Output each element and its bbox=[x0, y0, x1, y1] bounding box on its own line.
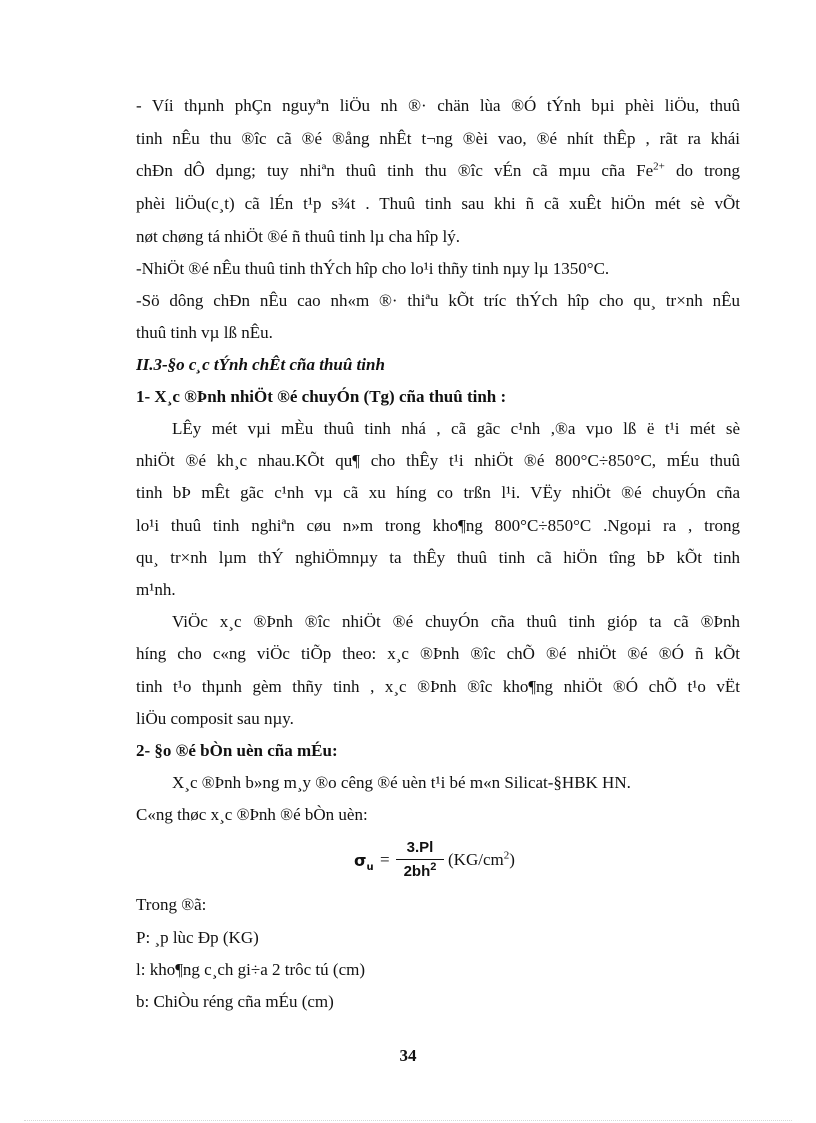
subsection-heading: 1- X¸c ®Þnh nhiÖt ®é chuyÓn (Tg) cña thuû tinh : bbox=[136, 387, 507, 406]
subsection-heading: 2- §o ®é bÒn uèn cña mÉu: bbox=[136, 741, 338, 760]
unit-exponent: 2 bbox=[503, 849, 510, 862]
text-line: m¹nh. bbox=[136, 580, 176, 599]
text-line: liÖu composit sau nµy. bbox=[136, 709, 294, 728]
page-number: 34 bbox=[399, 1046, 417, 1065]
text-line: LÊy mét vµi mÈu thuû tinh nhá , cã gãc c¹nh ,®a vµo lß ë t¹i mét sè bbox=[172, 419, 740, 438]
unit-label bbox=[448, 850, 515, 870]
bending-strength-formula bbox=[352, 838, 612, 888]
text-line: - Víi thµnh phÇn nguyªn liÖu nh ®· chän lùa ®Ó tÝnh bµi phèi liÖu, thuû bbox=[136, 96, 740, 115]
numerator: 3.Pl bbox=[406, 839, 434, 856]
denominator bbox=[396, 862, 444, 882]
text-span: chÐn dÔ dµng; tuy nhiªn thuû tinh thu ®îc vÉn cã mµu cña Fe bbox=[136, 161, 654, 180]
sigma-char: σ bbox=[354, 851, 367, 870]
text-line: Trong ®ã: bbox=[136, 895, 207, 914]
text-span: do trong bbox=[664, 161, 740, 180]
text-line: -Sö dông chÐn nÊu cao nh«m ®· thiªu kÕt tríc thÝch hîp cho qu¸ tr×nh nÊu bbox=[136, 291, 740, 310]
text-line: X¸c ®Þnh b»ng m¸y ®o cêng ®é uèn t¹i bé m«n Silicat-§HBK HN. bbox=[172, 773, 631, 792]
text-line: -NhiÖt ®é nÊu thuû tinh thÝch hîp cho lo¹i thñy tinh nµy lµ 1350°C. bbox=[136, 259, 610, 278]
text-line: l: kho¶ng c¸ch gi÷a 2 trôc tú (cm) bbox=[136, 960, 365, 979]
text-line: nhiÖt ®é kh¸c nhau.KÕt qu¶ cho thÊy t¹i nhiÖt ®é 800°C÷850°C, mÉu thuû bbox=[136, 451, 740, 470]
superscript: 2+ bbox=[653, 160, 665, 173]
text-line: tinh bÞ mÊt gãc c¹nh vµ cã xu híng co trßn l¹i. VËy nhiÖt ®é chuyÓn cña bbox=[136, 483, 740, 502]
unit-close: ) bbox=[509, 850, 515, 869]
text-line: tinh t¹o thµnh gèm thñy tinh , x¸c ®Þnh ®îc kho¶ng nhiÖt ®Ó chÕ t¹o vËt bbox=[136, 677, 740, 696]
unit-text: (KG/cm bbox=[448, 850, 504, 869]
sigma-symbol bbox=[354, 851, 374, 873]
denominator-text: 2bh bbox=[403, 863, 431, 880]
text-line: híng cho c«ng viÖc tiÕp theo: x¸c ®Þnh ®îc chÕ ®é nhiÖt ®é ®Ó ñ kÕt bbox=[136, 644, 740, 663]
footer-divider bbox=[24, 1120, 792, 1121]
text-line: phèi liÖu(c¸t) cã lÉn t¹p s¾t . Thuû tinh sau khi ñ cã xuÊt hiÖn mét sè vÕt bbox=[136, 194, 740, 213]
text-line: qu¸ tr×nh lµm thÝ nghiÖmnµy ta thÊy thuû tinh cã hiÖn tîng bÞ kÕt tinh bbox=[136, 548, 740, 567]
fraction-bar bbox=[396, 859, 444, 860]
fraction bbox=[396, 838, 444, 882]
text-line: ViÖc x¸c ®Þnh ®îc nhiÖt ®é chuyÓn cña thuû tinh gióp ta cã ®Þnh bbox=[172, 612, 740, 631]
text-line: tinh nÊu thu ®îc cã ®é ®ång nhÊt t¬ng ®èi vao, ®é nhít thÊp , rãt ra khái bbox=[136, 129, 740, 148]
text-line: thuû tinh vµ lß nÊu. bbox=[136, 323, 273, 342]
text-line bbox=[136, 160, 740, 182]
denominator-exponent: 2 bbox=[430, 861, 437, 873]
section-heading: II.3-§o c¸c tÝnh chÊt cña thuû tinh bbox=[136, 355, 385, 374]
sigma-subscript: u bbox=[366, 862, 374, 874]
text-line: P: ¸p lùc Ðp (KG) bbox=[136, 928, 259, 947]
equals-sign: = bbox=[380, 850, 390, 869]
text-line: nøt chøng tá nhiÖt ®é ñ thuû tinh lµ cha hîp lý. bbox=[136, 227, 460, 246]
text-line: b: ChiÒu réng cña mÉu (cm) bbox=[136, 992, 334, 1011]
text-line: C«ng thøc x¸c ®Þnh ®é bÒn uèn: bbox=[136, 805, 368, 824]
text-line: lo¹i thuû tinh nghiªn cøu n»m trong kho¶ng 800°C÷850°C .Ngoµi ra , trong bbox=[136, 516, 740, 535]
